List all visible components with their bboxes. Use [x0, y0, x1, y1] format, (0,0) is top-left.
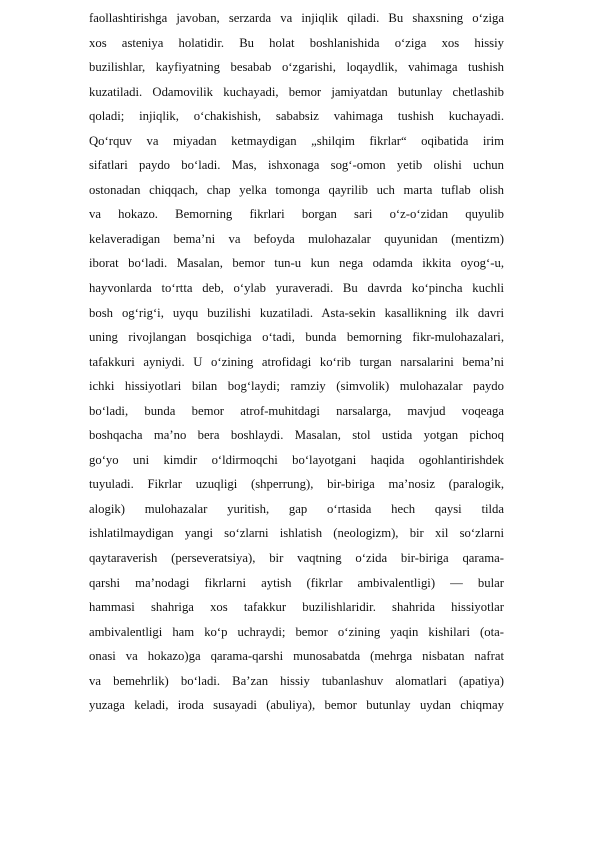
text-line-29: yuzaga keladi, iroda susayadi (abuliya), bemor butunlay uydan chiqmay	[89, 698, 504, 713]
text-line-6: Qo‘rquv va miyadan ketmaydigan „shilqim fikrlar“ oqibatida irim	[89, 133, 504, 148]
text-line-22: ishlatilmaydigan yangi so‘zlarni ishlatish (neologizm), bir xil so‘zlarni	[89, 526, 504, 541]
text-line-28: va bemehrlik) bo‘ladi. Ba’zan hissiy tubanlashuv alomatlari (apatiya)	[89, 673, 504, 688]
text-line-24: qarshi ma’nodagi fikrlarni aytish (fikrlar ambivalentligi) — bular	[89, 575, 504, 590]
text-line-23: qaytaraverish (perseveratsiya), bir vaqtning o‘zida bir-biriga qarama-	[89, 551, 504, 566]
text-line-10: kelaveradigan bema’ni va befoyda mulohazalar quyunidan (mentizm)	[89, 231, 504, 246]
body-text	[89, 6, 504, 718]
text-line-15: tafakkuri ayniydi. U o‘zining atrofidagi ko‘rib turgan narsalarini bema’ni	[89, 354, 504, 369]
text-line-27: onasi va hokazo)ga qarama-qarshi munosabatda (mehrga nisbatan nafrat	[89, 649, 504, 664]
text-line-20: tuyuladi. Fikrlar uzuqligi (shperrung), bir-biriga ma’nosiz (paralogik,	[89, 477, 504, 492]
text-line-2: xos asteniya holatidir. Bu holat boshlanishida o‘ziga xos hissiy	[89, 35, 504, 50]
text-line-21: alogik) mulohazalar yuritish, gap o‘rtasida hech qaysi tilda	[89, 501, 504, 516]
text-line-16: ichki hissiyotlari bilan bog‘laydi; ramziy (simvolik) mulohazalar paydo	[89, 379, 504, 394]
text-line-26: ambivalentligi ham ko‘p uchraydi; bemor o‘zining yaqin kishilari (ota-	[89, 624, 504, 639]
text-line-3: buzilishlar, kayfiyatning besabab o‘zgarishi, loqaydlik, vahimaga tushish	[89, 60, 504, 75]
text-line-14: uning rivojlangan bosqichiga o‘tadi, bunda bemorning fikr-mulohazalari,	[89, 330, 504, 345]
text-line-25: hammasi shahriga xos tafakkur buzilishlaridir. shahrida hissiyotlar	[89, 600, 504, 615]
text-line-9: va hokazo. Bemorning fikrlari borgan sari o‘z-o‘zidan quyulib	[89, 207, 504, 222]
text-line-12: hayvonlarda to‘rtta deb, o‘ylab yuraveradi. Bu davrda ko‘pincha kuchli	[89, 281, 504, 296]
text-line-13: bosh og‘rig‘i, uyqu buzilishi kuzatiladi. Asta-sekin kasallikning ilk davri	[89, 305, 504, 320]
text-line-8: ostonadan chiqqach, chap yelka tomonga qayrilib uch marta tuflab olish	[89, 182, 504, 197]
text-line-4: kuzatiladi. Odamovilik kuchayadi, bemor jamiyatdan butunlay chetlashib	[89, 84, 504, 99]
text-line-18: boshqacha ma’no bera boshlaydi. Masalan, stol ustida yotgan pichoq	[89, 428, 504, 443]
text-line-5: qoladi; injiqlik, o‘chakishish, sababsiz vahimaga tushish kuchayadi.	[89, 109, 504, 124]
text-line-1: faollashtirishga javoban, serzarda va injiqlik qiladi. Bu shaxsning o‘ziga	[89, 11, 504, 25]
text-line-17: bo‘ladi, bunda bemor atrof-muhitdagi narsalarga, mavjud voqeaga	[89, 403, 504, 418]
text-line-7: sifatlari paydo bo‘ladi. Mas, ishxonaga sog‘-omon yetib olishi uchun	[89, 158, 504, 173]
text-line-19: go‘yo uni kimdir o‘ldirmoqchi bo‘layotgani haqida ogohlantirishdek	[89, 452, 504, 467]
text-line-11: iborat bo‘ladi. Masalan, bemor tun-u kun nega odamda ikkita oyog‘-u,	[89, 256, 504, 271]
